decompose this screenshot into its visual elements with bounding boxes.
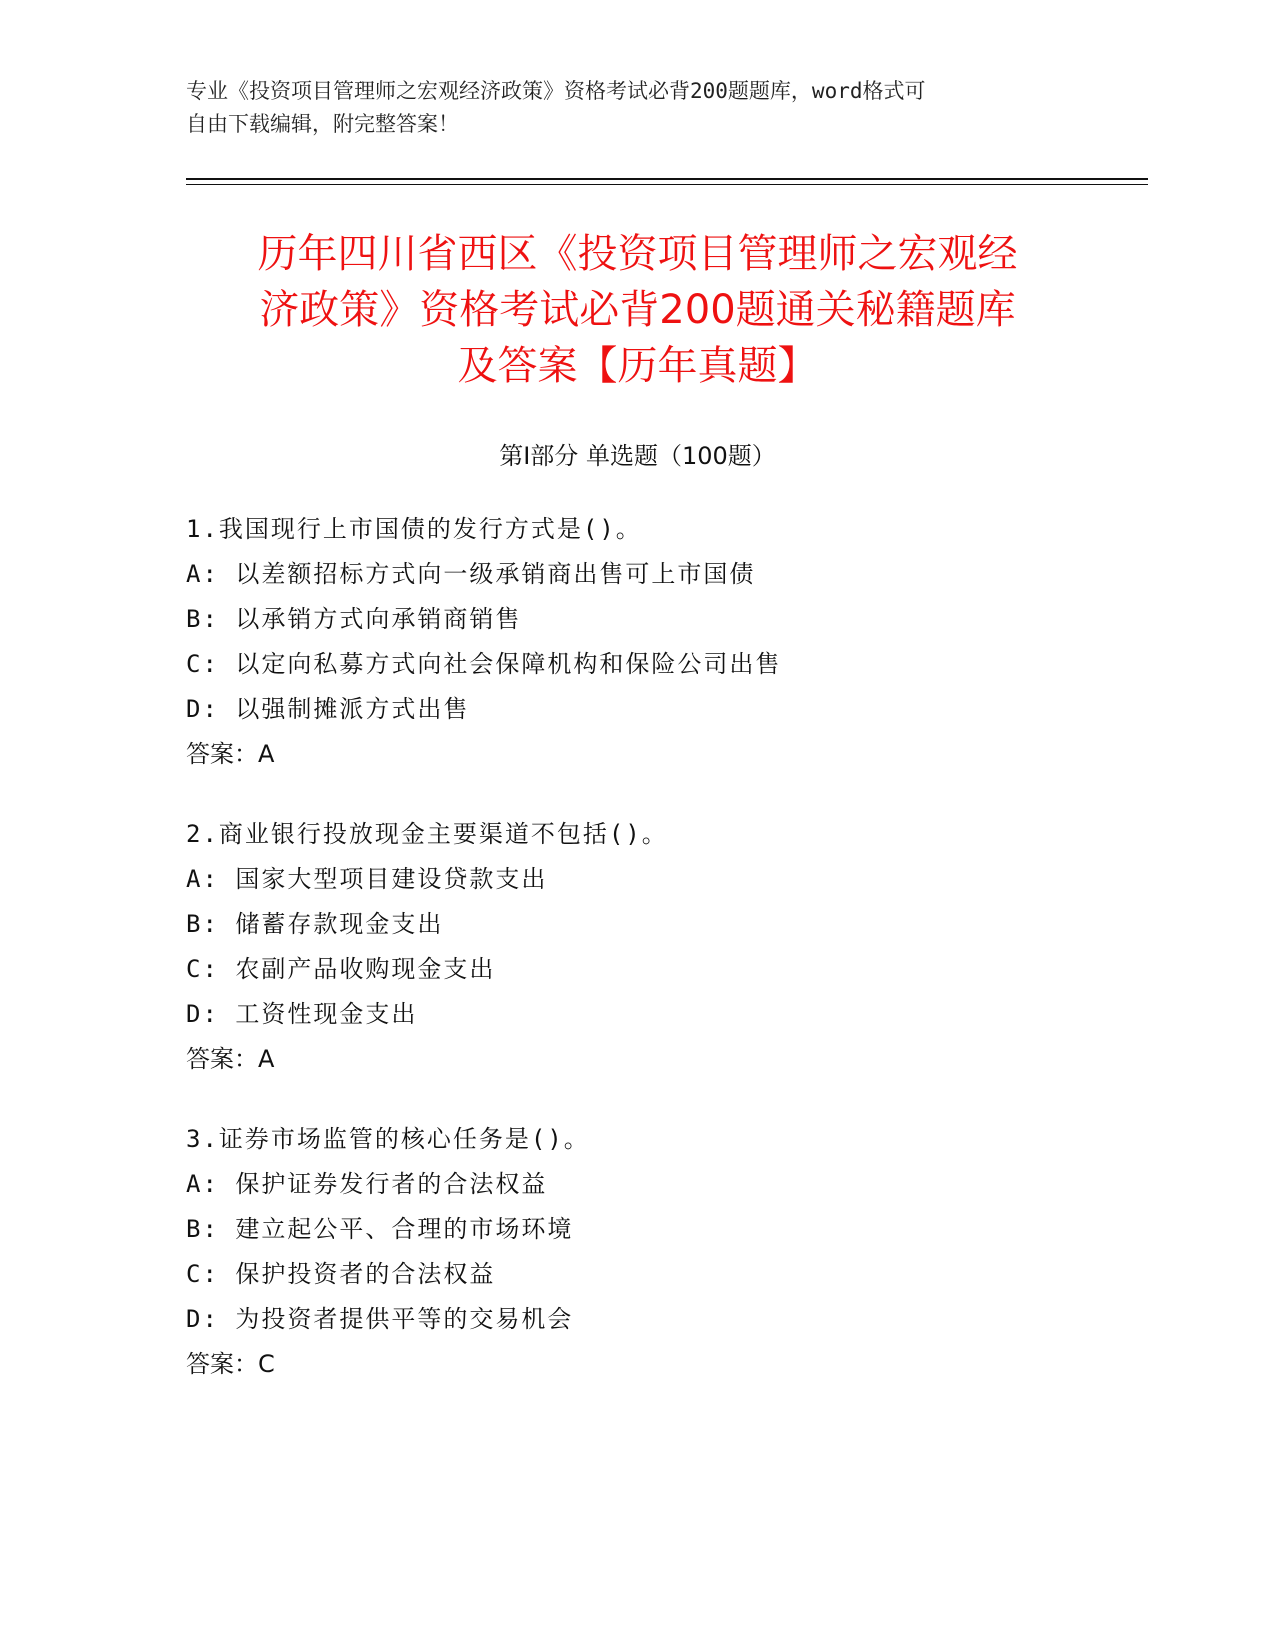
option-a: A: 国家大型项目建设贷款支出 <box>186 865 548 893</box>
answer: 答案：A <box>186 1045 275 1073</box>
option-a: A: 以差额招标方式向一级承销商出售可上市国债 <box>186 560 756 588</box>
option-d: D: 为投资者提供平等的交易机会 <box>186 1305 574 1333</box>
option-b: B: 建立起公平、合理的市场环境 <box>186 1215 574 1243</box>
question-2 <box>186 812 1086 1082</box>
title-line-3: 及答案【历年真题】 <box>457 343 818 389</box>
header-divider-thin <box>186 184 1148 185</box>
option-b: B: 储蓄存款现金支出 <box>186 910 444 938</box>
title-line-1: 历年四川省西区《投资项目管理师之宏观经 <box>257 231 1018 277</box>
question-stem: 1.我国现行上市国债的发行方式是()。 <box>186 515 642 543</box>
question-stem: 3.证券市场监管的核心任务是()。 <box>186 1125 590 1153</box>
option-c: C: 保护投资者的合法权益 <box>186 1260 496 1288</box>
document-title <box>186 226 1089 394</box>
header-divider-thick <box>186 178 1148 180</box>
answer: 答案：C <box>186 1350 275 1378</box>
header-note <box>186 75 1066 141</box>
answer: 答案：A <box>186 740 275 768</box>
option-d: D: 以强制摊派方式出售 <box>186 695 470 723</box>
option-c: C: 农副产品收购现金支出 <box>186 955 496 983</box>
header-note-line-1: 专业《投资项目管理师之宏观经济政策》资格考试必背200题题库，word格式可 <box>186 79 926 103</box>
section-heading: 第Ⅰ部分 单选题（100题） <box>499 442 776 470</box>
header-note-line-2: 自由下载编辑，附完整答案！ <box>186 112 459 136</box>
title-line-2: 济政策》资格考试必背200题通关秘籍题库 <box>259 287 1016 333</box>
option-c: C: 以定向私募方式向社会保障机构和保险公司出售 <box>186 650 782 678</box>
question-1 <box>186 507 1086 777</box>
question-stem: 2.商业银行投放现金主要渠道不包括()。 <box>186 820 668 848</box>
option-b: B: 以承销方式向承销商销售 <box>186 605 522 633</box>
option-d: D: 工资性现金支出 <box>186 1000 418 1028</box>
question-3 <box>186 1117 1086 1387</box>
option-a: A: 保护证券发行者的合法权益 <box>186 1170 548 1198</box>
